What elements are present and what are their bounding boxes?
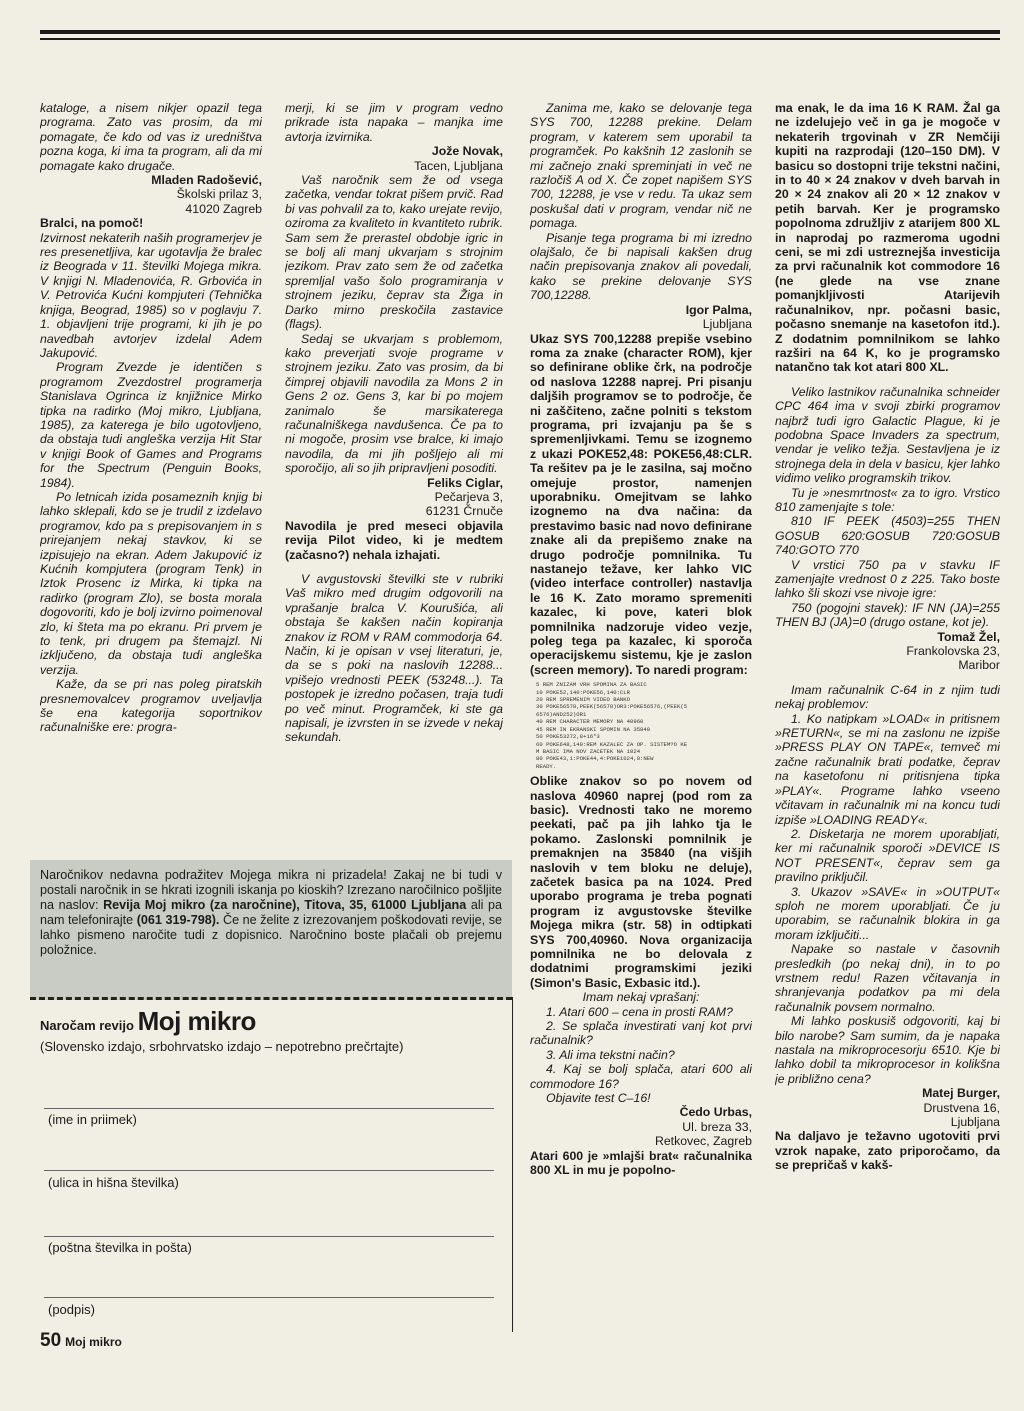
signature-city: 41020 Zagreb xyxy=(185,201,262,216)
subscription-promo-box xyxy=(30,860,512,1000)
magazine-name: Moj mikro xyxy=(65,1335,122,1349)
question: 1. Atari 600 – cena in prosti RAM? xyxy=(546,1004,733,1019)
signature-address: Pečarjeva 3, xyxy=(434,489,503,504)
letter-text: Imam nekaj vprašanj: xyxy=(582,990,700,1005)
signature-name: Čedo Urbas, xyxy=(679,1105,752,1120)
letter-text: Tu je »nesmrtnost« za to igro. Vrstico 810 zamenjajte s tole: xyxy=(775,485,1000,514)
column-3 xyxy=(530,101,752,1341)
signature-name: Feliks Ciglar, xyxy=(427,475,503,490)
editor-answer: Oblike znakov so po novem od naslova 40960 naprej (pod rom za basic). Vrednosti tako ne moremo peekati, pač pa jih lahko tja le pokamo. Zaslonski pomnilnik je premaknjen na 35840 (na višjih naslovih v tem bloku ne deluje), začetek basica pa na 1024. Pred uporabo programa je treba pognati program iz avgustovske številke Mojega mikra (str. 58) in odtipkati SYS 700,40960. Nova organizacija pomnilnika ne bo delovala z dodatnimi programskimi jeziki (Simon's Basic, Exbasic itd.). xyxy=(530,774,752,990)
signature-city: Ljubljana xyxy=(950,1115,1000,1130)
street-field-label: (ulica in hišna številka) xyxy=(48,1175,179,1190)
code-line: 5 REM ZNIZAM VRH SPOMINA ZA BASIC xyxy=(536,681,647,689)
signature-city: 61231 Črnuče xyxy=(425,504,503,519)
basic-listing xyxy=(530,677,752,774)
signature xyxy=(285,144,503,173)
signature xyxy=(530,1105,752,1148)
magazine-title: Moj mikro xyxy=(137,1006,256,1036)
page-folio xyxy=(40,1330,122,1352)
form-border xyxy=(512,997,513,1332)
order-label: Naročam revijo xyxy=(40,1018,134,1033)
letter-text: Program Zvezde je identičen s programom Zvezdostrel programerja Stanislava Ogrinca iz knjižnice Mirko tipka na radirko (Moj mikro, Ljubljana, 1985), za katerega je bilo ugotovljeno, da obstaja tudi angleška verzija Hit Star v knjigi Book of Games and Programs for the Spectrum (Penguin Books, 1984). xyxy=(40,360,262,490)
top-rule-thick xyxy=(40,30,1000,34)
signature-city: Maribor xyxy=(958,658,1000,673)
signature xyxy=(285,476,503,519)
code-line: 80 POKE43,1:POKE44,4:POKE1024,0:NEW xyxy=(536,755,654,763)
editor-answer: ma enak, le da ima 16 K RAM. Žal ga ne izdelujejo več in ga je mogoče v nekaterih trgovinah v ZR Nemčiji kupiti na razprodaji (120–150 DM). V basicu so dostopni trije tekstni načini, in to 40 × 24 znakov v dveh barvah in 20 × 24 znakov ali 20 × 12 znakov v petih barvah. Ker je programsko popolnoma združljiv z atarijem 800 XL in naprodaj po razmeroma ugodni ceni, se mi zdi ustreznejša investicija za prvi računalnik kot commodore 16 (ne glede na vse znane pomanjkljivosti Atarijevih računalnikov, npr. počasni basic, počasno snemanje na kasetofon itd.). Z dodatnim pomnilnikom se lahko razširi na 64 K, ko je programsko natančno tak kot atari 800 XL. xyxy=(775,101,1000,375)
code-line: READY. xyxy=(536,762,557,770)
letter-text: Mi lahko poskusiš odgovoriti, kaj bi bilo narobe? Sam sumim, da je napaka nastala na mikroprocesorju 6510. Kje bi lahko dobil ta mikroprocesor in kolikšna je približno cena? xyxy=(775,1014,1000,1086)
letter-text: Po letnicah izida posameznih knjig bi lahko sklepali, kdo se je trudil z izdelavo programov, kdo pa s prepisovanjem in s prirejanjem nekaj stavkov, ki se izpisujejo na ekran. Adem Jakupović iz Kućnih kompjutera (program Tenk) in Iztok Prosenc iz Mirka, ki tipka na radirko (program Zlo), se bosta morala dogovoriti, kdo je bolj izvirno poimenoval zlo, ki šteta ma po ekranu. Pri prvem je to tenk, pri drugem pa štemajzl. Ni izključeno, da obstaja tudi angleška verzija. xyxy=(40,489,262,677)
letter-text: Sedaj se ukvarjam s problemom, kako preverjati svoje programe v strojnem jeziku. Zato vas prosim, da bi čimprej objavili navodila za Mons 2 in Gens 2 oz. Gens 3, kar bi po mojem zanimalo še marsikaterega računalniškega navdušenca. Če pa to ni mogoče, prosim vse bralce, ki imajo navodila, da mi jih pošljejo ali mi sporočijo, ali so jih pripravljeni posoditi. xyxy=(285,331,503,476)
code-line: M BASIC IMA NOV ZACETEK NA 1024 xyxy=(536,747,641,755)
question: 1. Ko natipkam »LOAD« in pritisnem »RETURN«, se mi na zaslonu ne izpiše »PRESS PLAY ON TAPE«, temveč mi začne računalnik brati podatke, čeprav na kasetofonu ni pritisnjena tipka »PLAY«. Programe lahko vseeno včitavam in računalnik mi na koncu tudi izpiše »LOADING READY«. xyxy=(775,711,1000,827)
column-2 xyxy=(285,101,503,841)
signature xyxy=(530,303,752,332)
question: 2. Disketarja ne morem uporabljati, ker mi računalnik sporoči »DEVICE IS NOT PRESENT«, čeprav sem ga pravilno priključil. xyxy=(775,826,1000,885)
letter-text: Pisanje tega programa bi mi izredno olajšalo, če bi napisali kakšen drug način prepisovanja znakov ali povedali, kako se prekine delovanje SYS 700,12288. xyxy=(530,230,752,303)
signature-address: Tacen, Ljubljana xyxy=(414,158,503,173)
code-line: 10 POKE52,140:POKE56,140:CLR xyxy=(536,688,630,696)
name-line[interactable] xyxy=(44,1108,494,1109)
column-4 xyxy=(775,101,1000,1341)
letter-text: Kaže, da se pri nas poleg piratskih presnemovalcev programov uveljavlja še ena kategorija soportnikov računalniške ere: progra- xyxy=(40,677,262,735)
letter-text: Veliko lastnikov računalnika schneider CPC 464 ima v svoji zbirki programov najbrž tudi igro Galactic Plague, ki je podobna Space Invaders za spectrum, vendar je veliko težja. Sestavljena je iz strojnega dela in dela v basicu, kjer lahko vidimo veliko programskih trikov. xyxy=(775,384,1000,486)
street-line[interactable] xyxy=(44,1170,494,1171)
signature-city: Ljubljana xyxy=(702,317,752,332)
letter-text: merji, ki se jim v program vedno prikrade ista napaka – manjka ime avtorja izvirnika. xyxy=(285,101,503,144)
signature xyxy=(775,1086,1000,1129)
signature-name: Tomaž Žel, xyxy=(937,629,1000,644)
code-line: 60 POKE648,140:REM KAZALEC ZA OP. SISTEM?O KE xyxy=(536,740,688,748)
edition-note: (Slovensko izdajo, srbohrvatsko izdajo – nepotrebno prečrtajte) xyxy=(40,1039,404,1054)
signature-address: Školski prilaz 3, xyxy=(176,187,262,202)
signature xyxy=(40,173,262,216)
letter-text: V vrstici 750 pa v stavku IF zamenjajte vrednost 0 z 225. Tako boste lahko šli skozi vse nivoje igre: xyxy=(775,557,1000,601)
postcode-field-label: (poštna številka in pošta) xyxy=(48,1240,192,1255)
letter-text: Imam računalnik C-64 in z njim tudi nekaj problemov: xyxy=(775,682,1000,712)
question: 3. Ali ima tekstni način? xyxy=(546,1047,675,1062)
promo-text: Naročnikov nedavna podražitev Mojega mikra ni prizadela! Zakaj ne bi tudi v postali naročnik in se hkrati izognili iskanja po kioskih? Izrezano naročilnico pošljite na naslov: Revija Moj mikro (za naročnine), Titova, 35, 61000 Ljubljana ali pa nam telefonirajte (061 319-798). Če ne želite z izrezovanjem poškodovati revije, se lahko pismeno naročite tudi z dopisnico. Naročnino boste plačali ob prejemu položnice. xyxy=(40,868,503,957)
code-text: 810 IF PEEK (4503)=255 THEN GOSUB 620:GOSUB 720:GOSUB 740:GOTO 770 xyxy=(775,514,1000,558)
letter-text: V avgustovski številki ste v rubriki Vaš mikro med drugim odgovorili na vprašanje bralca V. Kourušića, ali obstaja še kakšen način kopiranja znakov iz ROM v RAM commodorja 64. Način, ki je opisan v vsej literaturi, je, da se s poki na naslovih 12288... vpišejo vrednosti PEEK (53248...). Ta postopek je izredno počasen, traja tudi po več minut. Programček, ki ste ga napisali, je izvrsten in se izvede v nekaj sekundah. xyxy=(285,572,503,745)
code-line: 6576)AND252)OR1 xyxy=(536,710,587,718)
signature-address: Ul. breza 33, xyxy=(682,1119,752,1134)
code-line: 20 REM SPREMENIM VIDEO BANKO xyxy=(536,696,630,704)
code-line: 45 REM IN EKRANSKI SPOMIN NA 35840 xyxy=(536,725,651,733)
signature xyxy=(775,630,1000,673)
editor-answer: Navodila je pred meseci objavila revija Pilot video, ki je medtem (začasno?) nehala izhajati. xyxy=(285,518,503,562)
signature-name: Jože Novak, xyxy=(431,144,503,159)
signature-address: Drustvena 16, xyxy=(923,1100,1000,1115)
code-line: 50 POKE53272,8+16*3 xyxy=(536,733,600,741)
signature-name: Igor Palma, xyxy=(685,302,752,317)
question: 4. Kaj se bolj splača, atari 600 ali commodore 16? xyxy=(530,1062,752,1091)
editor-answer: Ukaz SYS 700,12288 prepiše vsebino roma za znake (character ROM), kjer so definirane oblike črk, na področje od naslova 12288 naprej. Pri pisanju daljših programov se to področje, če ni zaščiteno, začne polniti s tekstom programa, pri izvajanju pa še s spremenljivkami. Temu se izognemo z ukazi POKE52,48: POKE56,48:CLR. Ta rešitev pa je le zasilna, saj močno omejuje prostor, namenjen uporabniku. Omejitvam se lahko izognemo na dva načina: da prestavimo basic nad novo definirane znake ali da prepišemo znake na drugo področje pomnilnika. Tu nastanejo težave, ker lahko VIC (video interface controller) nastavlja le 16 K. Zato moramo spremeniti kazalec, ki pove, kateri blok pomnilnika nadzoruje video vezje, poleg tega pa kazalec, ki sporoča operacijskemu sistemu, kje je zaslon (screen memory). To naredi program: xyxy=(530,331,752,677)
editor-answer: Na daljavo je težavno ugotoviti prvi vzrok napake, zato priporočamo, da se prepričaš v kakš- xyxy=(775,1129,1000,1173)
postcode-line[interactable] xyxy=(44,1236,494,1237)
form-fields xyxy=(44,1000,504,1330)
signature-city: Retkovec, Zagreb xyxy=(654,1134,752,1149)
signature-field-label: (podpis) xyxy=(48,1302,95,1317)
letter-text: Napake so nastale v časovnih presledkih (po nekaj dni), in to po vrstnem redu! Razen včitavanja in shranjevanja podatkov pa mi dela računalnik povsem normalno. xyxy=(775,942,1000,1014)
letter-text: Zanima me, kako se delovanje tega SYS 700, 12288 prekine. Delam program, v katerem sem uporabil ta programček. Po kakšnih 12 zaslonih se mi začnejo znaki spreminjati in več ne razločiš A od X. Če zopet napišem SYS 700, 12288, je vse v redu. Ta ukaz sem poskušal dati v program, vendar nič ne pomaga. xyxy=(530,101,752,231)
code-line: 40 REM CHARACTER MEMORY NA 40960 xyxy=(536,718,644,726)
letter-text: Izvirnost nekaterih naših programerjev je res presenetljiva, kar ugotavlja že bralec iz Beograda v 11. številki Mojega mikra. V knjigi N. Mladenovića, R. Grbovića in V. Petrovića Kućni kompjuteri (Tehnička knjiga, Beograd, 1985) so v poglavju 7. 1. objavljeni trije programi, ki jih je po navedbah avtorjev izdelal Adem Jakupović. xyxy=(40,230,262,360)
question: 3. Ukazov »SAVE« in »OUTPUT« sploh ne morem uporabljati. Če ju uporabim, se računalnik blokira in ga moram izključiti... xyxy=(775,884,1000,942)
code-text: 750 (pogojni stavek): IF NN (JA)=255 THEN BJ (JA)=0 (drugo ostane, kot je). xyxy=(775,600,1000,630)
editor-answer: Atari 600 je »mlajši brat« računalnika 800 XL in mu je popolno- xyxy=(530,1148,752,1178)
column-1 xyxy=(40,101,262,841)
signature-name: Mladen Radošević, xyxy=(151,173,262,188)
letter-text: Objavite test C–16! xyxy=(546,1091,651,1106)
top-rule-thin xyxy=(40,38,1000,40)
signature-name: Matej Burger, xyxy=(922,1086,1000,1101)
signature-address: Frankolovska 23, xyxy=(906,644,1000,659)
signature-line[interactable] xyxy=(44,1297,494,1298)
page-number: 50 xyxy=(40,1330,62,1351)
letter-text: kataloge, a nisem nikjer opazil tega programa. Zato vas prosim, da mi pomagate, če kdo od vas iz uredništva pozna koga, ki ima ta program, ali da mi pomagate kako drugače. xyxy=(40,101,262,173)
code-line: 30 POKE56578,PEEK(56578)OR3:POKE56576,(PEEK(5 xyxy=(536,703,688,711)
section-heading: Bralci, na pomoč! xyxy=(40,216,144,231)
question: 2. Se splača investirati vanj kot prvi računalnik? xyxy=(530,1019,752,1048)
letter-text: Vaš naročnik sem že od vsega začetka, vendar tokrat pišem prvič. Rad bi vas pohvalil za to, kako urejate revijo, oziroma za kvaliteto in kvantiteto rubrik. Sam sem že prerastel obdobje igric in se bolj ali manj ukvarjam s strojnim jezikom. Prav zato sem že od začetka spremljal vašo šolo programiranja v strojnem jeziku, čeprav sta Žiga in Darko mirno preskočila zastavice (flags). xyxy=(285,173,503,332)
name-field-label: (ime in priimek) xyxy=(48,1112,137,1127)
